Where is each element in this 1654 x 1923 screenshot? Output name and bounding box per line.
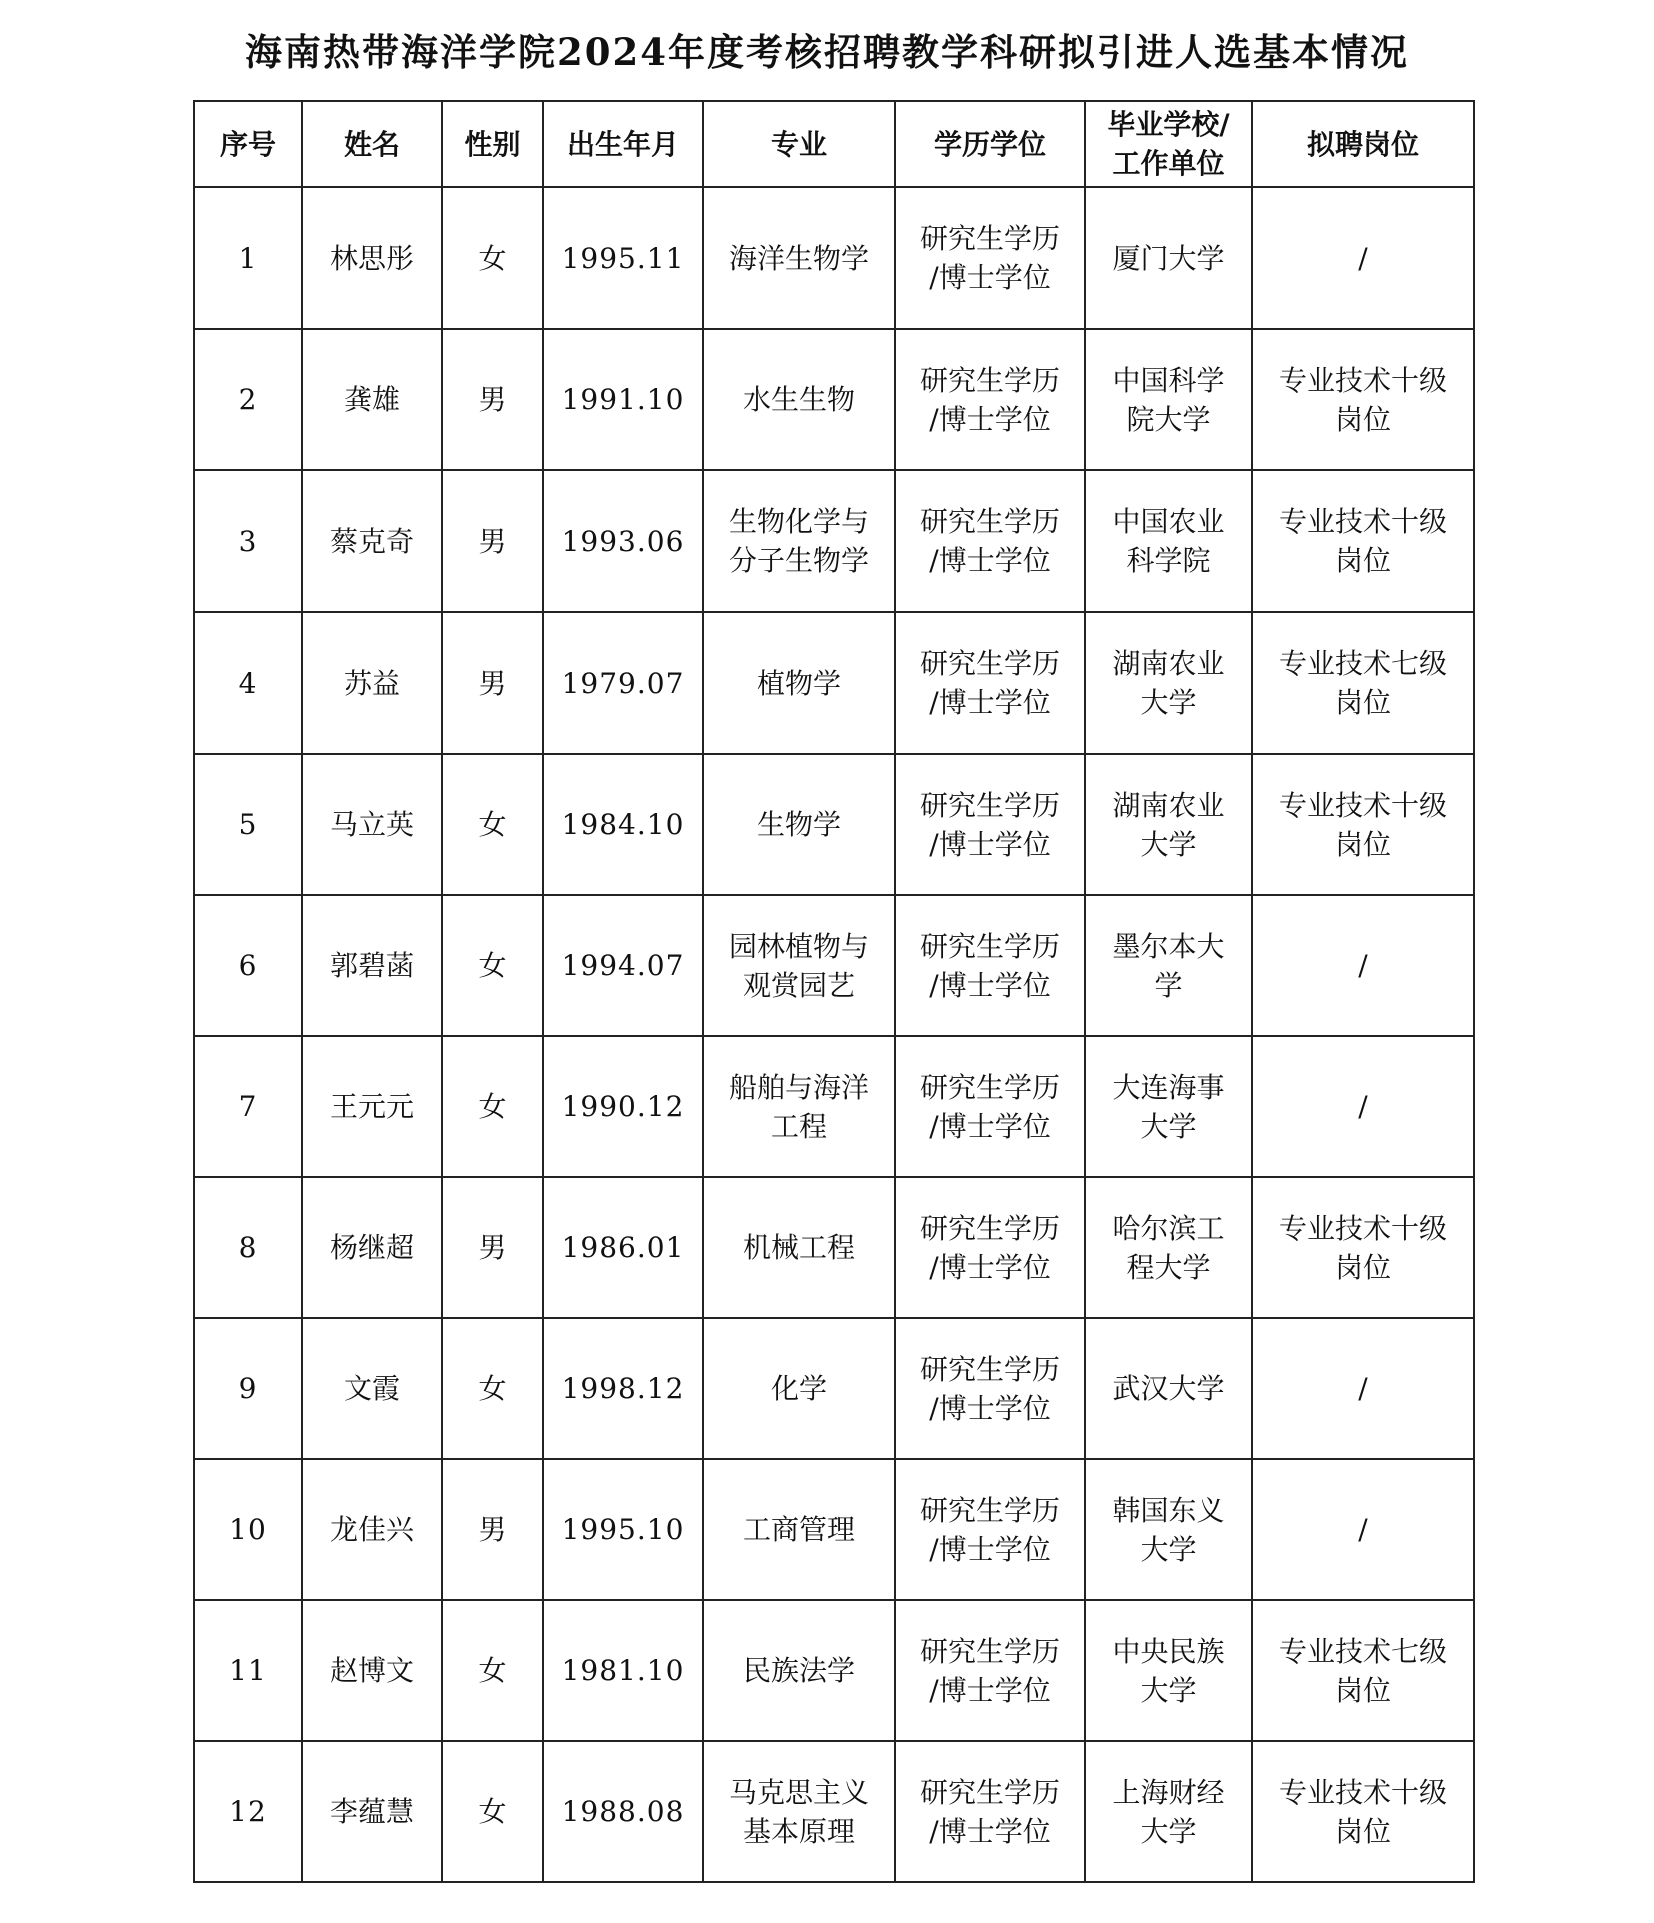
cell-position: /	[1252, 187, 1474, 329]
cell-school: 上海财经 大学	[1085, 1741, 1252, 1882]
cell-degree: 研究生学历 /博士学位	[895, 1459, 1085, 1600]
cell-name: 王元元	[302, 1036, 442, 1177]
table-header-row	[194, 101, 1474, 187]
cell-major: 马克思主义 基本原理	[703, 1741, 895, 1882]
cell-degree: 研究生学历 /博士学位	[895, 1600, 1085, 1741]
col-header-major: 专业	[703, 101, 895, 187]
cell-name: 李蕴慧	[302, 1741, 442, 1882]
cell-degree: 研究生学历 /博士学位	[895, 1177, 1085, 1318]
table-row	[194, 187, 1474, 329]
document-title: 海南热带海洋学院2024年度考核招聘教学科研拟引进人选基本情况	[245, 30, 1409, 74]
col-header-degree: 学历学位	[895, 101, 1085, 187]
cell-gender: 女	[442, 1741, 543, 1882]
cell-index: 1	[194, 187, 302, 329]
cell-gender: 女	[442, 1318, 543, 1459]
cell-birth: 1995.11	[543, 187, 703, 329]
cell-birth: 1990.12	[543, 1036, 703, 1177]
cell-school: 武汉大学	[1085, 1318, 1252, 1459]
cell-name: 苏益	[302, 612, 442, 754]
cell-index: 12	[194, 1741, 302, 1882]
table-row	[194, 1036, 1474, 1177]
cell-index: 3	[194, 470, 302, 612]
cell-gender: 男	[442, 612, 543, 754]
col-header-index: 序号	[194, 101, 302, 187]
cell-school: 中国科学 院大学	[1085, 329, 1252, 470]
cell-major: 水生生物	[703, 329, 895, 470]
table-row	[194, 1741, 1474, 1882]
cell-birth: 1988.08	[543, 1741, 703, 1882]
cell-gender: 女	[442, 1600, 543, 1741]
cell-major: 工商管理	[703, 1459, 895, 1600]
table-row	[194, 1177, 1474, 1318]
table-row	[194, 1318, 1474, 1459]
col-header-name: 姓名	[302, 101, 442, 187]
cell-degree: 研究生学历 /博士学位	[895, 329, 1085, 470]
cell-degree: 研究生学历 /博士学位	[895, 612, 1085, 754]
cell-position: /	[1252, 1318, 1474, 1459]
cell-major: 船舶与海洋 工程	[703, 1036, 895, 1177]
cell-major: 民族法学	[703, 1600, 895, 1741]
col-header-birth: 出生年月	[543, 101, 703, 187]
cell-major: 生物学	[703, 754, 895, 895]
cell-name: 龚雄	[302, 329, 442, 470]
cell-school: 湖南农业 大学	[1085, 612, 1252, 754]
cell-position: /	[1252, 895, 1474, 1036]
col-header-gender: 性别	[442, 101, 543, 187]
cell-school: 大连海事 大学	[1085, 1036, 1252, 1177]
cell-school: 湖南农业 大学	[1085, 754, 1252, 895]
cell-index: 8	[194, 1177, 302, 1318]
cell-name: 蔡克奇	[302, 470, 442, 612]
cell-birth: 1998.12	[543, 1318, 703, 1459]
cell-major: 植物学	[703, 612, 895, 754]
cell-birth: 1994.07	[543, 895, 703, 1036]
cell-degree: 研究生学历 /博士学位	[895, 754, 1085, 895]
table-body	[194, 187, 1474, 1882]
cell-position: 专业技术十级 岗位	[1252, 1741, 1474, 1882]
cell-gender: 男	[442, 470, 543, 612]
cell-major: 海洋生物学	[703, 187, 895, 329]
cell-gender: 女	[442, 895, 543, 1036]
cell-gender: 女	[442, 187, 543, 329]
cell-position: /	[1252, 1036, 1474, 1177]
cell-position: 专业技术十级 岗位	[1252, 470, 1474, 612]
cell-birth: 1993.06	[543, 470, 703, 612]
cell-degree: 研究生学历 /博士学位	[895, 1318, 1085, 1459]
candidate-table	[193, 100, 1475, 1883]
table-row	[194, 1600, 1474, 1741]
cell-degree: 研究生学历 /博士学位	[895, 187, 1085, 329]
cell-index: 10	[194, 1459, 302, 1600]
cell-gender: 男	[442, 1177, 543, 1318]
cell-degree: 研究生学历 /博士学位	[895, 1036, 1085, 1177]
cell-name: 杨继超	[302, 1177, 442, 1318]
cell-school: 墨尔本大 学	[1085, 895, 1252, 1036]
cell-school: 哈尔滨工 程大学	[1085, 1177, 1252, 1318]
cell-degree: 研究生学历 /博士学位	[895, 895, 1085, 1036]
cell-school: 中国农业 科学院	[1085, 470, 1252, 612]
cell-birth: 1979.07	[543, 612, 703, 754]
cell-birth: 1984.10	[543, 754, 703, 895]
cell-position: /	[1252, 1459, 1474, 1600]
cell-degree: 研究生学历 /博士学位	[895, 470, 1085, 612]
cell-index: 6	[194, 895, 302, 1036]
cell-major: 生物化学与 分子生物学	[703, 470, 895, 612]
col-header-position: 拟聘岗位	[1252, 101, 1474, 187]
table-row	[194, 895, 1474, 1036]
cell-name: 林思彤	[302, 187, 442, 329]
table-row	[194, 1459, 1474, 1600]
cell-school: 中央民族 大学	[1085, 1600, 1252, 1741]
cell-major: 机械工程	[703, 1177, 895, 1318]
cell-gender: 女	[442, 754, 543, 895]
cell-gender: 男	[442, 329, 543, 470]
cell-index: 4	[194, 612, 302, 754]
table-row	[194, 612, 1474, 754]
cell-gender: 女	[442, 1036, 543, 1177]
cell-school: 韩国东义 大学	[1085, 1459, 1252, 1600]
cell-index: 11	[194, 1600, 302, 1741]
cell-index: 2	[194, 329, 302, 470]
cell-degree: 研究生学历 /博士学位	[895, 1741, 1085, 1882]
cell-major: 化学	[703, 1318, 895, 1459]
cell-school: 厦门大学	[1085, 187, 1252, 329]
cell-birth: 1986.01	[543, 1177, 703, 1318]
cell-position: 专业技术十级 岗位	[1252, 329, 1474, 470]
cell-birth: 1981.10	[543, 1600, 703, 1741]
cell-gender: 男	[442, 1459, 543, 1600]
table-row	[194, 754, 1474, 895]
cell-birth: 1991.10	[543, 329, 703, 470]
cell-birth: 1995.10	[543, 1459, 703, 1600]
cell-index: 9	[194, 1318, 302, 1459]
cell-major: 园林植物与 观赏园艺	[703, 895, 895, 1036]
cell-name: 龙佳兴	[302, 1459, 442, 1600]
cell-name: 马立英	[302, 754, 442, 895]
cell-index: 7	[194, 1036, 302, 1177]
cell-name: 赵博文	[302, 1600, 442, 1741]
table-row	[194, 329, 1474, 470]
cell-position: 专业技术七级 岗位	[1252, 612, 1474, 754]
cell-index: 5	[194, 754, 302, 895]
cell-position: 专业技术十级 岗位	[1252, 754, 1474, 895]
cell-position: 专业技术七级 岗位	[1252, 1600, 1474, 1741]
cell-name: 郭碧菡	[302, 895, 442, 1036]
cell-position: 专业技术十级 岗位	[1252, 1177, 1474, 1318]
cell-name: 文霞	[302, 1318, 442, 1459]
col-header-school: 毕业学校/ 工作单位	[1085, 101, 1252, 187]
table-row	[194, 470, 1474, 612]
